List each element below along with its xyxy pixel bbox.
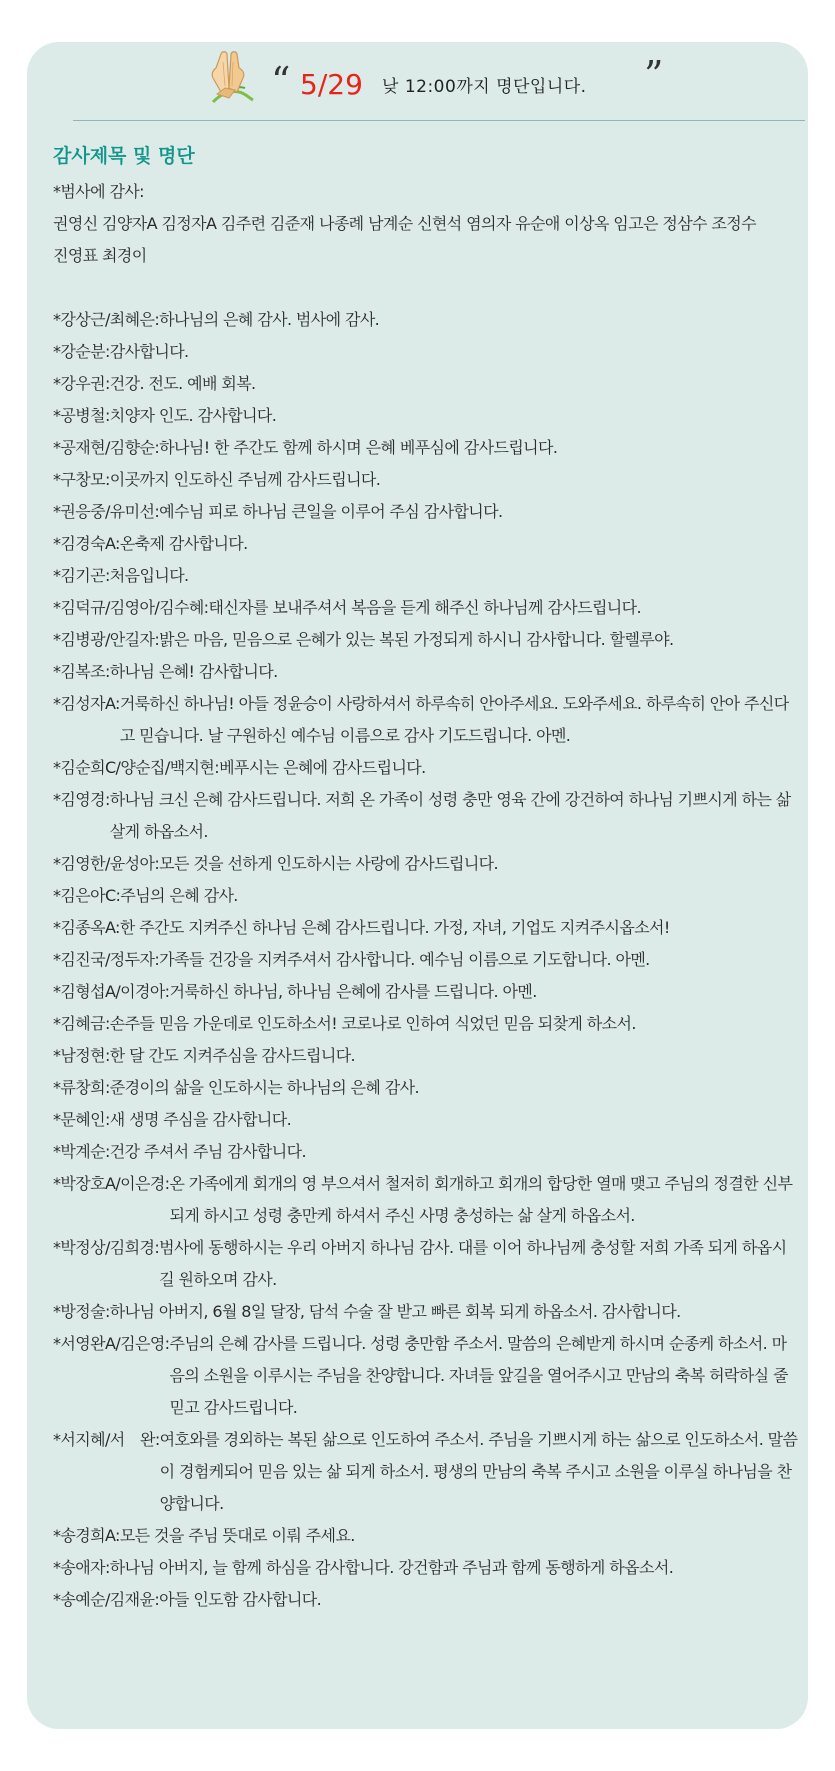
list-item: [53, 656, 801, 688]
entry-names: *권응중/유미선:: [53, 502, 160, 521]
list-item: [53, 752, 801, 784]
entry-names: *서지혜/서 완:: [53, 1430, 160, 1449]
entry-message: 건강. 전도. 예배 회복.: [109, 374, 256, 393]
header-divider: [73, 120, 805, 121]
entry-message: 모든 것을 주님 뜻대로 이뤄 주세요.: [119, 1526, 355, 1545]
entry-message: 여호와를 경외하는 복된 삶으로 인도하여 주소서. 주님을 기쁘시게 하는 삶으로 인도하소서. 말씀이 경험케되어 믿음 있는 삶 되게 하소서. 평생의 만남의 축복 주시고 소원을 이루실 하나님을 찬양합니다.: [159, 1430, 798, 1513]
entry-message: 온축제 감사합니다.: [119, 534, 248, 553]
entry-message: 주님의 은혜 감사를 드립니다. 성령 충만함 주소서. 말씀의 은혜받게 하시며 순종케 하소서. 마음의 소원을 이루시는 주님을 찬양합니다. 자녀들 앞길을 열어주시고 만남의 축복 허락하실 줄 믿고 감사드립니다.: [169, 1334, 788, 1417]
entry-names: *김순희C/양순집/백지현:: [53, 758, 220, 777]
entry-message: 가족들 건강을 지켜주셔서 감사합니다. 예수님 이름으로 기도합니다. 아멘.: [159, 950, 650, 969]
entry-message: 거룩하신 하나님! 아들 정윤승이 사랑하셔서 하루속히 안아주세요. 도와주세요. 하루속히 안아 주신다고 믿습니다. 날 구원하신 예수님 이름으로 감사 기도드립니다. 아멘.: [119, 694, 789, 745]
thanks-list: [53, 176, 801, 1616]
entry-names: *김병광/안길자:: [53, 630, 160, 649]
entry-message: 새 생명 주심을 감사합니다.: [109, 1110, 292, 1129]
entry-names: *송애자:: [53, 1558, 110, 1577]
list-item: [53, 848, 801, 880]
entry-names: *박정상/김희경:: [53, 1238, 160, 1257]
entry-message: 준경이의 삶을 인도하시는 하나님의 은혜 감사.: [109, 1078, 419, 1097]
header: [27, 42, 808, 120]
entry-message: 모든 것을 선하게 인도하시는 사랑에 감사드립니다.: [159, 854, 499, 873]
entry-names: *구창모:: [53, 470, 110, 489]
list-item: [53, 1424, 801, 1520]
entry-message: 예수님 피로 하나님 큰일을 이루어 주심 감사합니다.: [159, 502, 503, 521]
entry-names: *김은아C:: [53, 886, 121, 905]
gathering-label: *범사에 감사:: [53, 182, 144, 201]
close-quote: ”: [644, 53, 664, 97]
entry-message: 범사에 동행하시는 우리 아버지 하나님 감사. 대를 이어 하나님께 충성할 저희 가족 되게 하옵시길 원하오며 감사.: [159, 1238, 787, 1289]
entry-names: *류창희:: [53, 1078, 110, 1097]
praying-hands-icon: [199, 48, 257, 106]
entry-message: 처음입니다.: [109, 566, 189, 585]
entry-names: *김기곤:: [53, 566, 110, 585]
deadline-text: 낮 12:00까지 명단입니다.: [382, 77, 587, 97]
entry-names: *방정술:: [53, 1302, 110, 1321]
spacer: [53, 272, 801, 304]
entry-names: *송경희A:: [53, 1526, 120, 1545]
entry-message: 주님의 은혜 감사.: [120, 886, 238, 905]
entry-names: *공재현/김향순:: [53, 438, 160, 457]
entry-message: 하나님 은혜! 감사합니다.: [109, 662, 278, 681]
entry-names: *공병철:: [53, 406, 110, 425]
entry-message: 한 달 간도 지켜주심을 감사드립니다.: [109, 1046, 356, 1065]
list-item: [53, 528, 801, 560]
entry-names: *박장호A/이은경:: [53, 1174, 170, 1193]
list-item: [53, 1296, 801, 1328]
entry-message: 하나님 아버지, 6월 8일 달장, 담석 수술 잘 받고 빠른 회복 되게 하옵소서. 감사합니다.: [109, 1302, 681, 1321]
list-item: [53, 304, 801, 336]
entry-names: *김진국/정두자:: [53, 950, 160, 969]
list-item: [53, 1104, 801, 1136]
list-item: [53, 1072, 801, 1104]
entry-message: 온 가족에게 회개의 영 부으셔서 철저히 회개하고 회개의 합당한 열매 맺고 주님의 정결한 신부 되게 하시고 성령 충만케 하셔서 주신 사명 충성하는 삶 살게 하옵소서.: [169, 1174, 793, 1225]
list-item: [53, 464, 801, 496]
list-item: [53, 1232, 801, 1296]
entry-names: *박계순:: [53, 1142, 110, 1161]
entry-names: *김경숙A:: [53, 534, 120, 553]
entry-names: *강순분:: [53, 342, 110, 361]
list-item: [53, 944, 801, 976]
entry-names: *송예순/김재윤:: [53, 1590, 160, 1609]
entry-names: *김영한/윤성아:: [53, 854, 160, 873]
gathering-names-line-2: 진영표 최경이: [53, 246, 147, 265]
entry-message: 하나님! 한 주간도 함께 하시며 은혜 베푸심에 감사드립니다.: [159, 438, 558, 457]
list-item: [53, 1040, 801, 1072]
list-item: [53, 1168, 801, 1232]
entry-message: 건강 주셔서 주님 감사합니다.: [109, 1142, 306, 1161]
entry-names: *김종옥A:: [53, 918, 120, 937]
list-item: [53, 784, 801, 848]
entry-message: 하나님 크신 은혜 감사드립니다. 저희 온 가족이 성령 충만 영육 간에 강건하여 하나님 기쁘시게 하는 삶 살게 하옵소서.: [109, 790, 791, 841]
entry-message: 하나님 아버지, 늘 함께 하심을 감사합니다. 강건함과 주님과 함께 동행하게 하옵소서.: [109, 1558, 674, 1577]
open-quote: “: [271, 59, 291, 103]
entry-message: 베푸시는 은혜에 감사드립니다.: [219, 758, 426, 777]
entry-names: *김혜금:: [53, 1014, 110, 1033]
list-item: [53, 560, 801, 592]
list-item: [53, 688, 801, 752]
list-item: [53, 432, 801, 464]
section-title: 감사제목 및 명단: [53, 145, 195, 167]
notice-card: [27, 42, 808, 1729]
entry-names: *김덕규/김영아/김수혜:: [53, 598, 209, 617]
entry-names: *김영경:: [53, 790, 110, 809]
entry-names: *남정현:: [53, 1046, 110, 1065]
list-item: [53, 1520, 801, 1552]
list-item: [53, 880, 801, 912]
list-item: [53, 400, 801, 432]
entry-message: 밝은 마음, 믿음으로 은혜가 있는 복된 가정되게 하시니 감사합니다. 할렐루야.: [159, 630, 674, 649]
entries-list: [53, 304, 801, 1616]
entry-message: 치양자 인도. 감사합니다.: [109, 406, 277, 425]
list-item: [53, 368, 801, 400]
entry-message: 한 주간도 지켜주신 하나님 은혜 감사드립니다. 가정, 자녀, 기업도 지켜주시옵소서!: [119, 918, 670, 937]
entry-message: 태신자를 보내주셔서 복음을 듣게 해주신 하나님께 감사드립니다.: [208, 598, 641, 617]
list-item: [53, 624, 801, 656]
list-item: [53, 912, 801, 944]
list-item: [53, 496, 801, 528]
list-item: [53, 1552, 801, 1584]
list-item: [53, 1584, 801, 1616]
entry-message: 아들 인도함 감사합니다.: [159, 1590, 322, 1609]
list-item: [53, 336, 801, 368]
entry-message: 손주들 믿음 가운데로 인도하소서! 코로나로 인하여 식었던 믿음 되찾게 하소서.: [109, 1014, 636, 1033]
entry-names: *김복조:: [53, 662, 110, 681]
entry-names: *문혜인:: [53, 1110, 110, 1129]
entry-message: 거룩하신 하나님, 하나님 은혜에 감사를 드립니다. 아멘.: [169, 982, 537, 1001]
list-item: [53, 1136, 801, 1168]
gathering-names-line-1: 권영신 김양자A 김정자A 김주련 김준재 나종례 남계순 신현석 염의자 유순애 이상옥 임고은 정삼수 조정수: [53, 214, 756, 233]
entry-message: 이곳까지 인도하신 주님께 감사드립니다.: [109, 470, 381, 489]
entry-names: *서영완A/김은영:: [53, 1334, 170, 1353]
entry-message: 하나님의 은혜 감사. 범사에 감사.: [159, 310, 380, 329]
list-item: [53, 1008, 801, 1040]
entry-message: 감사합니다.: [109, 342, 189, 361]
entry-names: *강우권:: [53, 374, 110, 393]
list-item: [53, 1328, 801, 1424]
entry-names: *강상근/최혜은:: [53, 310, 160, 329]
entry-names: *김형섭A/이경아:: [53, 982, 170, 1001]
list-item: [53, 976, 801, 1008]
list-item: [53, 592, 801, 624]
entry-names: *김성자A:: [53, 694, 120, 713]
deadline-date: 5/29: [300, 68, 363, 101]
